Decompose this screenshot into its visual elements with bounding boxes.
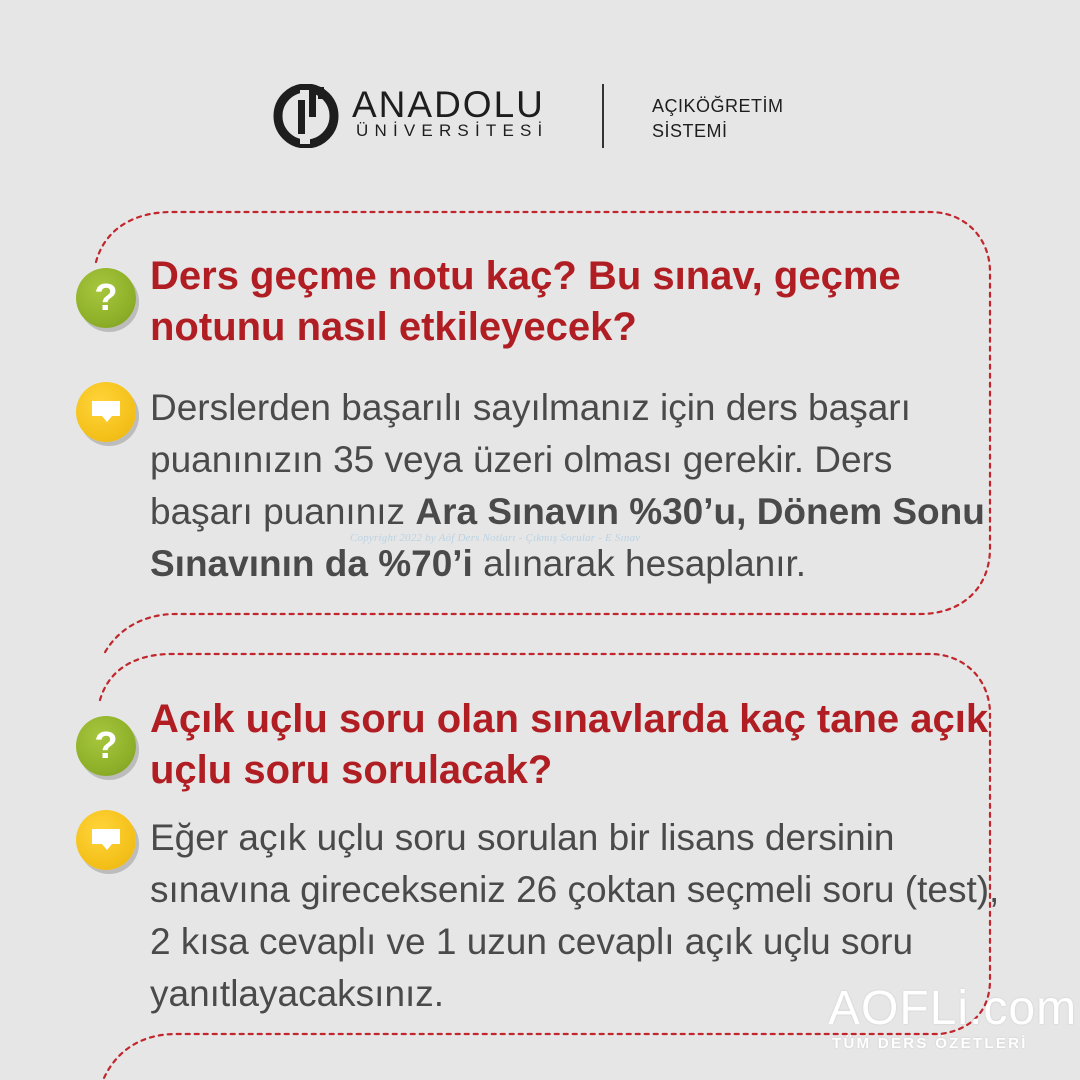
system-title-line2: SİSTEMİ [652, 121, 728, 141]
header [0, 0, 1080, 180]
question-mark-icon: ? [76, 716, 136, 776]
anadolu-logo-icon [272, 84, 348, 148]
header-divider [602, 84, 604, 148]
system-title [652, 94, 784, 144]
faq-answer-1-bold: Ara Sınavın %30’u, Dönem Sonu Sınavının da %70’i [150, 491, 985, 584]
speech-bubble-icon [76, 382, 136, 442]
faq-question-1: Ders geçme notu kaç? Bu sınav, geçme notunu nasıl etkileyecek? [150, 254, 901, 349]
faq-answer-1-text: Derslerden başarılı sayılmanız için ders başarı puanınızın 35 veya üzeri olması gerekir. Ders başarı puanınız [150, 387, 911, 532]
watermark-site: AOFLi.com [828, 982, 1078, 1035]
watermark-tagline: TÜM DERS ÖZETLERİ [832, 1035, 1028, 1052]
speech-bubble-icon [76, 810, 136, 870]
brand-name: ANADOLU [352, 84, 545, 125]
faq-answer-1 [150, 382, 1000, 590]
question-mark-icon: ? [76, 268, 136, 328]
system-title-line1: AÇIKÖĞRETİM [652, 96, 784, 116]
brand-subtitle: ÜNİVERSİTESİ [356, 121, 549, 140]
faq-answer-2-text: Eğer açık uçlu soru sorulan bir lisans dersinin sınavına girecekseniz 26 çoktan seçmeli soru (test), 2 kısa cevaplı ve 1 uzun cevaplı açık uçlu soru yanıtlayacaksınız. [150, 817, 1000, 1014]
copyright-text: Copyright 2022 by Aöf Ders Notları - Çıkmış Sorular - E Sınav [350, 532, 641, 544]
faq-answer-1-text-end: alınarak hesaplanır. [472, 543, 807, 584]
faq-question-2: Açık uçlu soru olan sınavlarda kaç tane açık uçlu soru sorulacak? [150, 697, 989, 792]
